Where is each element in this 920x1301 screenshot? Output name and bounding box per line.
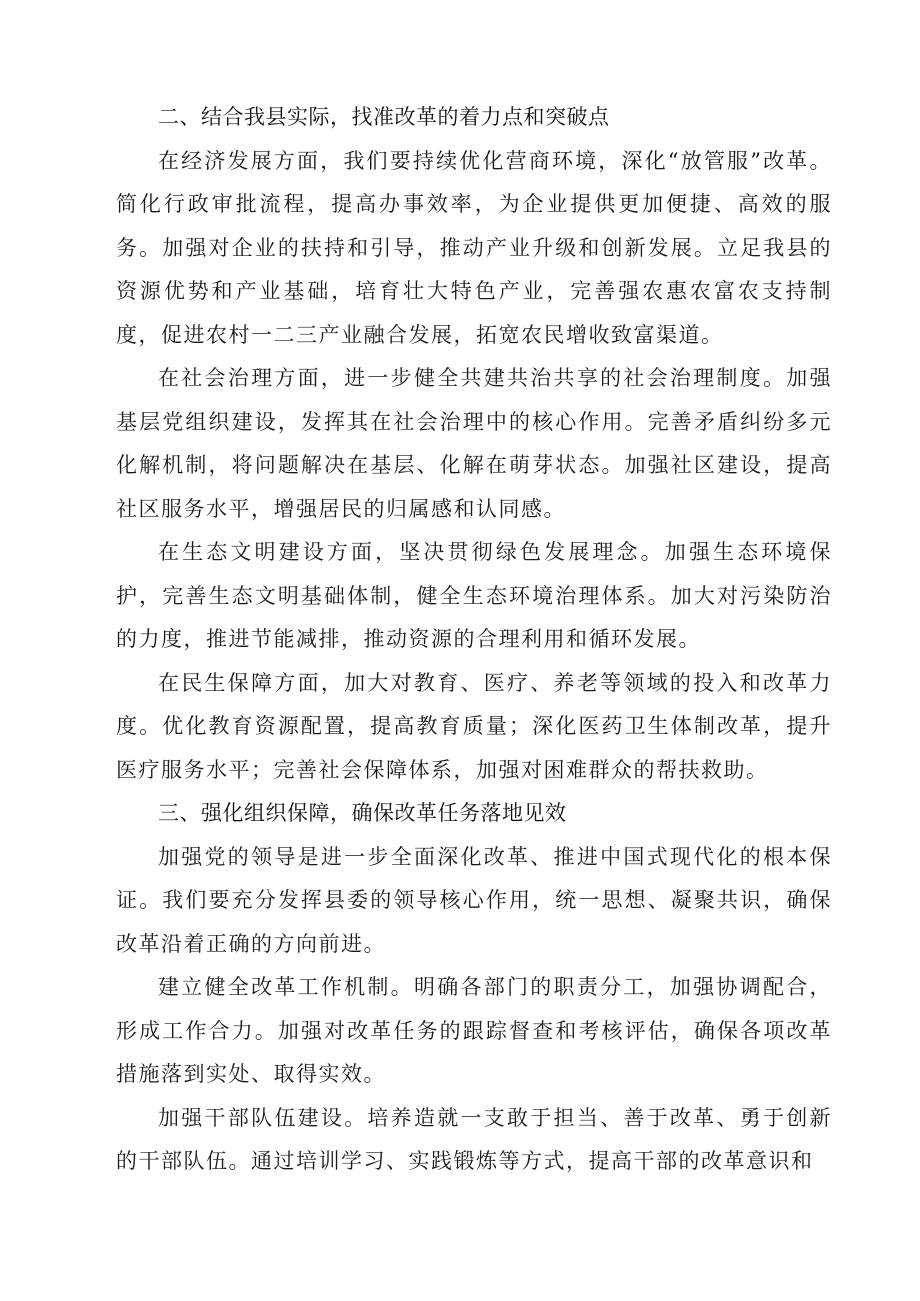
paragraph-work-mechanism: 建立健全改革工作机制。明确各部门的职责分工，加强协调配合，形成工作合力。加强对改革任务的跟踪督查和考核评估，确保各项改革措施落到实处、取得实效。 bbox=[116, 975, 832, 1086]
section-heading-2: 二、结合我县实际，找准改革的着力点和突破点 bbox=[158, 105, 610, 129]
paragraph-cadre-team: 加强干部队伍建设。培养造就一支敢于担当、善于改革、勇于创新的干部队伍。通过培训学习、实践锻炼等方式，提高干部的改革意识和 bbox=[116, 1105, 832, 1173]
paragraph-party-leadership: 加强党的领导是进一步全面深化改革、推进中国式现代化的根本保证。我们要充分发挥县委的领导核心作用，统一思想、凝聚共识，确保改革沿着正确的方向前进。 bbox=[116, 844, 832, 956]
paragraph-social-governance: 在社会治理方面，进一步健全共建共治共享的社会治理制度。加强基层党组织建设，发挥其在社会治理中的核心作用。完善矛盾纠纷多元化解机制，将问题解决在基层、化解在萌芽状态。加强社区建设，提高社区服务水平，增强居民的归属感和认同感。 bbox=[116, 366, 832, 521]
document-body bbox=[116, 96, 832, 1184]
paragraph-livelihood-security: 在民生保障方面，加大对教育、医疗、养老等领域的投入和改革力度。优化教育资源配置，提高教育质量；深化医药卫生体制改革，提升医疗服务水平；完善社会保障体系，加强对困难群众的帮扶救助。 bbox=[116, 670, 832, 782]
paragraph-economic-development: 在经济发展方面，我们要持续优化营商环境，深化“放管服”改革。简化行政审批流程，提高办事效率，为企业提供更加便捷、高效的服务。加强对企业的扶持和引导，推动产业升级和创新发展。立足我县的资源优势和产业基础，培育壮大特色产业，完善强农惠农富农支持制度，促进农村一二三产业融合发展，拓宽农民增收致富渠道。 bbox=[116, 148, 832, 347]
section-heading-3: 三、强化组织保障，确保改革任务落地见效 bbox=[158, 801, 567, 825]
paragraph-ecological-civilization: 在生态文明建设方面，坚决贯彻绿色发展理念。加强生态环境保护，完善生态文明基础体制，健全生态环境治理体系。加大对污染防治的力度，推进节能减排，推动资源的合理利用和循环发展。 bbox=[116, 540, 832, 651]
